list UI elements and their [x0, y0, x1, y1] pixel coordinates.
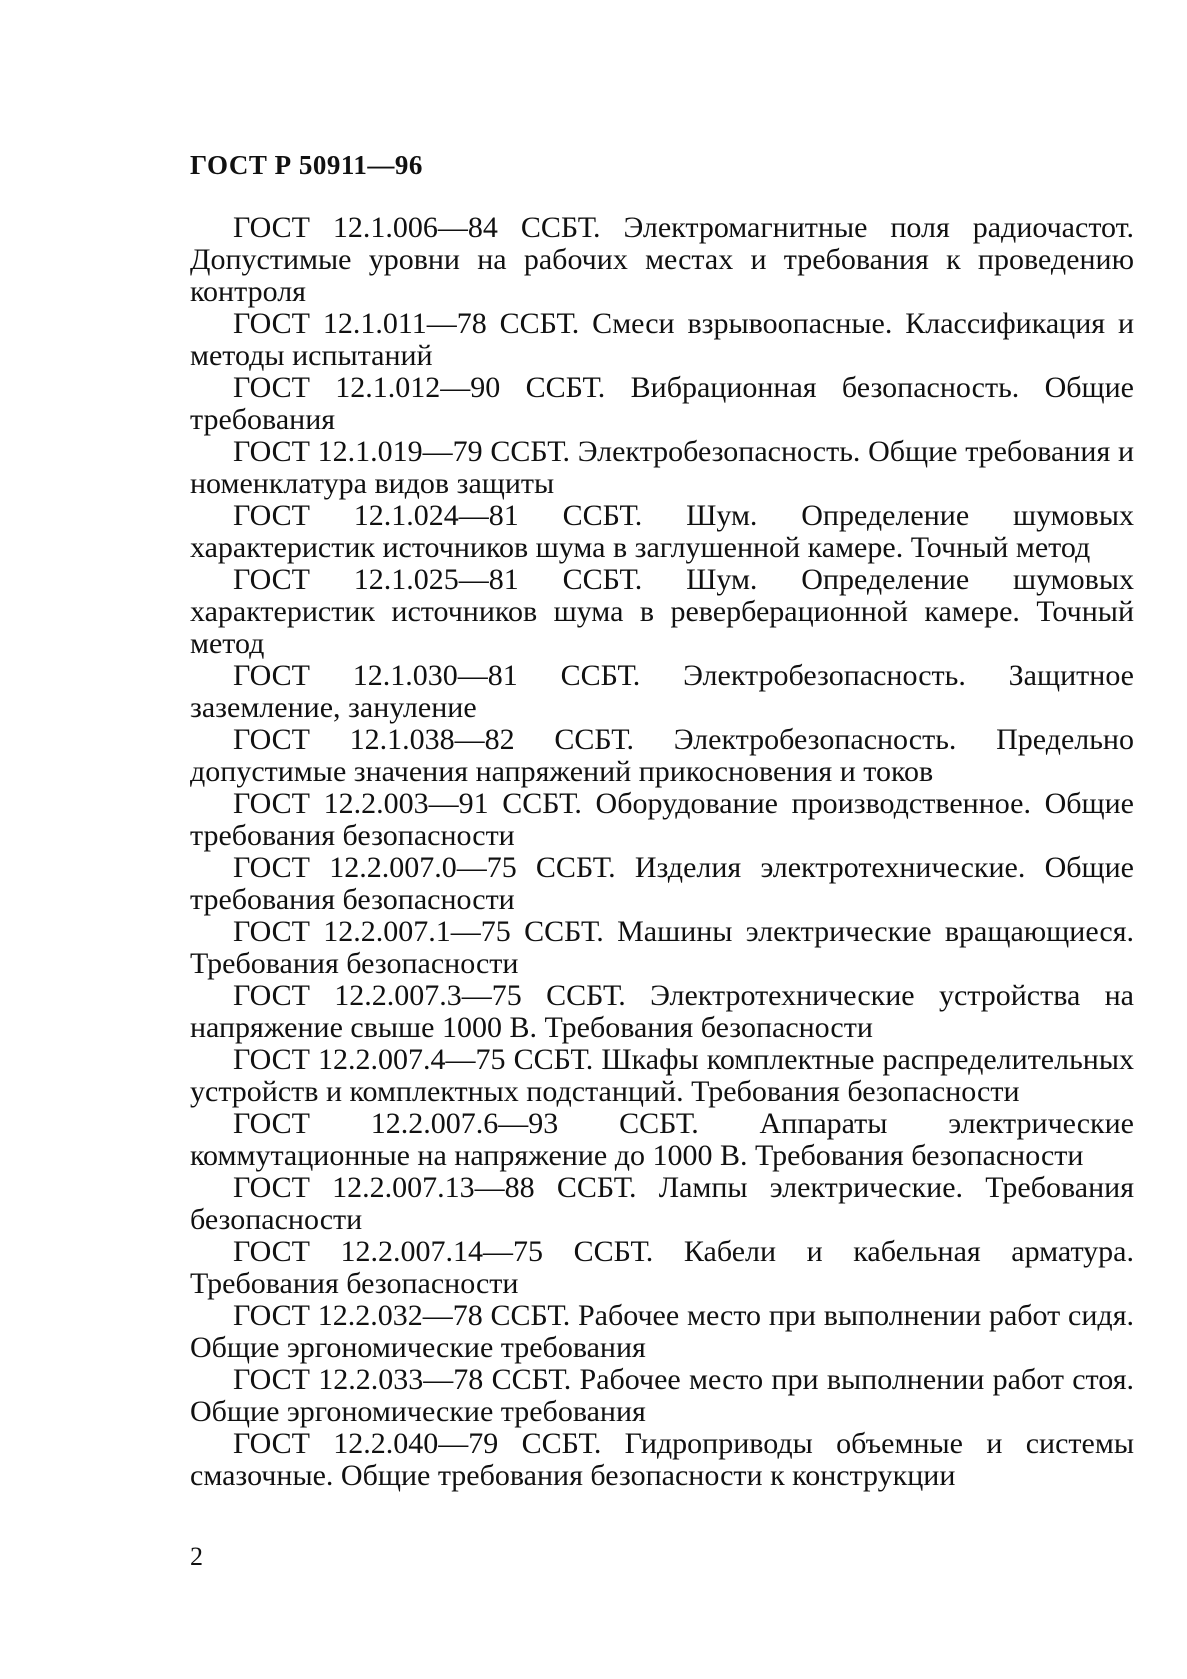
reference-item: ГОСТ 12.1.030—81 ССБТ. Электробезопасность. Защитное заземление, зануление	[190, 659, 1134, 724]
reference-item: ГОСТ 12.2.003—91 ССБТ. Оборудование производственное. Общие требования безопасности	[190, 787, 1134, 852]
reference-item: ГОСТ 12.2.007.13—88 ССБТ. Лампы электрические. Требования безопасности	[190, 1171, 1134, 1236]
reference-item: ГОСТ 12.1.024—81 ССБТ. Шум. Определение шумовых характеристик источников шума в заглушенной камере. Точный метод	[190, 499, 1134, 564]
reference-item: ГОСТ 12.2.007.14—75 ССБТ. Кабели и кабельная арматура. Требования безопасности	[190, 1235, 1134, 1300]
reference-item: ГОСТ 12.2.007.0—75 ССБТ. Изделия электротехнические. Общие требования безопасности	[190, 851, 1134, 916]
reference-item: ГОСТ 12.2.032—78 ССБТ. Рабочее место при выполнении работ сидя. Общие эргономические требования	[190, 1299, 1134, 1364]
reference-item: ГОСТ 12.2.033—78 ССБТ. Рабочее место при выполнении работ стоя. Общие эргономические требования	[190, 1363, 1134, 1428]
page-number: 2	[190, 1542, 203, 1571]
document-header: ГОСТ Р 50911—96	[190, 150, 423, 180]
reference-item: ГОСТ 12.1.019—79 ССБТ. Электробезопасность. Общие требования и номенклатура видов защиты	[190, 435, 1134, 500]
reference-list	[190, 212, 1134, 1492]
reference-item: ГОСТ 12.1.012—90 ССБТ. Вибрационная безопасность. Общие требования	[190, 371, 1134, 436]
reference-item: ГОСТ 12.2.007.3—75 ССБТ. Электротехнические устройства на напряжение свыше 1000 В. Требования безопасности	[190, 979, 1134, 1044]
reference-item: ГОСТ 12.1.025—81 ССБТ. Шум. Определение шумовых характеристик источников шума в реверберационной камере. Точный метод	[190, 563, 1134, 660]
reference-item: ГОСТ 12.1.038—82 ССБТ. Электробезопасность. Предельно допустимые значения напряжений прикосновения и токов	[190, 723, 1134, 788]
reference-item: ГОСТ 12.2.007.6—93 ССБТ. Аппараты электрические коммутационные на напряжение до 1000 В. Требования безопасности	[190, 1107, 1134, 1172]
reference-item: ГОСТ 12.2.040—79 ССБТ. Гидроприводы объемные и системы смазочные. Общие требования безопасности к конструкции	[190, 1427, 1134, 1492]
reference-item: ГОСТ 12.1.006—84 ССБТ. Электромагнитные поля радиочастот. Допустимые уровни на рабочих местах и требования к проведению контроля	[190, 211, 1134, 308]
reference-item: ГОСТ 12.1.011—78 ССБТ. Смеси взрывоопасные. Классификация и методы испытаний	[190, 307, 1134, 372]
reference-item: ГОСТ 12.2.007.4—75 ССБТ. Шкафы комплектные распределительных устройств и комплектных подстанций. Требования безопасности	[190, 1043, 1134, 1108]
reference-item: ГОСТ 12.2.007.1—75 ССБТ. Машины электрические вращающиеся. Требования безопасности	[190, 915, 1134, 980]
